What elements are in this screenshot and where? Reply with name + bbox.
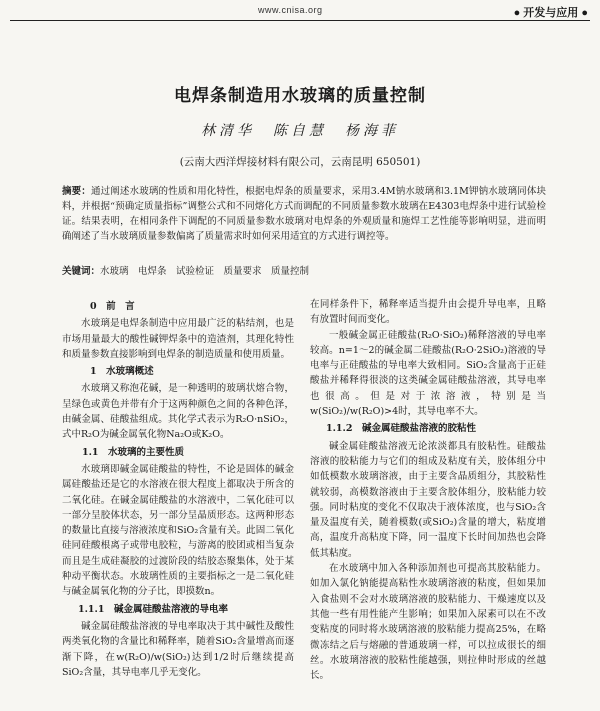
- left-column: [62, 297, 294, 680]
- paragraph: 水玻璃即碱金属硅酸盐的特性，不论是固体的碱金属硅酸盐还是它的水溶液在很大程度上都取决于所含的二氧化硅。在碱金属硅酸盐的水溶液中，二氧化硅可以一部分呈胶体状态，另一部分呈晶质形态。这两种形态的数量比直接与溶液浓度和SiO₂含量有关。此固二氧化硅同硅酸根离子或带电胶粒，与游离的胶团或相当复杂而且是生成硅凝胶的过渡阶段的结胶态聚集体，处于某种动平衡状态。水玻璃性质的主要指标之一是二氧化硅与碱金属氧化物的分子比，即摸数n。: [62, 463, 294, 598]
- header-url: www.cnisa.org: [258, 5, 323, 15]
- paragraph: 碱金属硅酸盐溶液的导电率取决于其中碱性及酸性两类氧化物的含量比和稀释率，随着SiO₂含量增高而逐渐下降，在w(R₂O)/w(SiO₂)达到1/2时后继续提高SiO₂含量，其导电率几乎无变化。: [62, 620, 294, 678]
- affiliation: (云南大西洋焊接材料有限公司，云南昆明 650501): [179, 156, 421, 168]
- authors: 林清华 陈自慧 杨海菲: [201, 123, 399, 139]
- heading-section-1: 1 水玻璃概述: [90, 366, 154, 378]
- keywords-text: 水玻璃 电焊条 试验检证 质量要求 质量控制: [100, 266, 310, 277]
- paper-title: 电焊条制造用水玻璃的质量控制: [174, 86, 426, 106]
- heading-section-1-1-1: 1.1.1 碱金属硅酸盐溶液的导电率: [78, 603, 228, 615]
- abstract: [62, 184, 546, 244]
- keywords: [62, 263, 546, 277]
- paragraph: 在同样条件下，稀释率适当提升由会提升导电率，且略有放置时间而变化。: [310, 299, 546, 326]
- paragraph: 水玻璃是电焊条制造中应用最广泛的粘结剂，也是市场用量最大的酸性碱钾焊条中的造渣剂，其理化特性和质量参数直接影响到电焊条的制造质量和使用质量。: [62, 318, 294, 360]
- right-column: [310, 297, 546, 683]
- paragraph: 在水玻璃中加入各种添加剂也可提高其胶粘能力。如加入氯化钠能提高粘性水玻璃溶液的粘度，但如果加入食盐则不会对水玻璃溶液的胶粘能力、干燥速度以及其他一些有用性能产生影响；如果加入尿素可以在不改变粘度的同时将水玻璃溶液的胶粘能力提高25%，在略微冻结之后与熔融的普通玻璃一样，可以拉成很长的细丝。水玻璃溶液的胶粘性能越强，则拉伸时形成的丝越长。: [310, 563, 546, 682]
- abstract-text: 通过阐述水玻璃的性质和用化特性，根据电焊条的质量要求，采用3.4M钠水玻璃和3.1M钾钠水玻璃同体块料，并根据“预确定质量指标”调整公式和不同熔化方式而调配的不同质量参数水玻璃在E4303电焊条中进行试验检证。结果表明，在相同条件下调配的不同质量参数水玻璃对电焊条的外观质量和施焊工艺性能等影响明显，进而明确阐述了当水玻璃质量参数偏离了质量需求时如何采用适宜的方式进行调控等。: [62, 186, 546, 242]
- heading-introduction: 0 前 言: [90, 301, 135, 312]
- abstract-label: 摘要：: [62, 186, 91, 197]
- heading-section-1-1: 1.1 水玻璃的主要性质: [82, 446, 185, 458]
- paragraph: 水玻璃又称泡花碱，是一种透明的玻璃状熔合物，呈绿色或黄色并带有介于这两种颜色之间的各种色泽，由碱金属、硅酸盐组成。其化学式表示为R₂O·nSiO₂，式中R₂O为碱金属氧化物Na₂O或K₂O。: [62, 383, 294, 441]
- paragraph: 一般碱金属正硅酸盐(R₂O·SiO₂)稀释溶液的导电率较高。n=1～2的碱金属二硅酸盐(R₂O·2SiO₂)溶液的导电率与正硅酸盐的导电率大致相同。SiO₂含量高于正硅酸盐并稀释得很淡的这类碱金属硅酸盐溶液，其导电率也很高。但是对于浓溶液，特别是当w(SiO₂)/w(R₂O)>4时，其导电率不大。: [310, 329, 546, 418]
- keywords-label: 关键词：: [62, 266, 101, 277]
- paragraph: 碱金属硅酸盐溶液无论浓淡都具有胶粘性。硅酸盐溶液的胶粘能力与它们的组成及粘度有关，胶体组分中如低模数水玻璃溶液，由于主要含晶质组分，其胶粘性就较弱，高模数溶液由于主要含胶体组分，胶粘能力较强。同时粘度的变化不仅取决于液体浓度，也与SiO₂含量及温度有关，随着模数(或SiO₂)含量的增大，粘度增高，温度升高粘度下降，同一温度下长时间加热也会降低其粘度。: [310, 440, 546, 559]
- header-rule: [10, 20, 590, 21]
- heading-section-1-1-2: 1.1.2 碱金属硅酸盐溶液的胶粘性: [326, 423, 476, 435]
- section-label: ● 开发与应用 ●: [513, 7, 588, 19]
